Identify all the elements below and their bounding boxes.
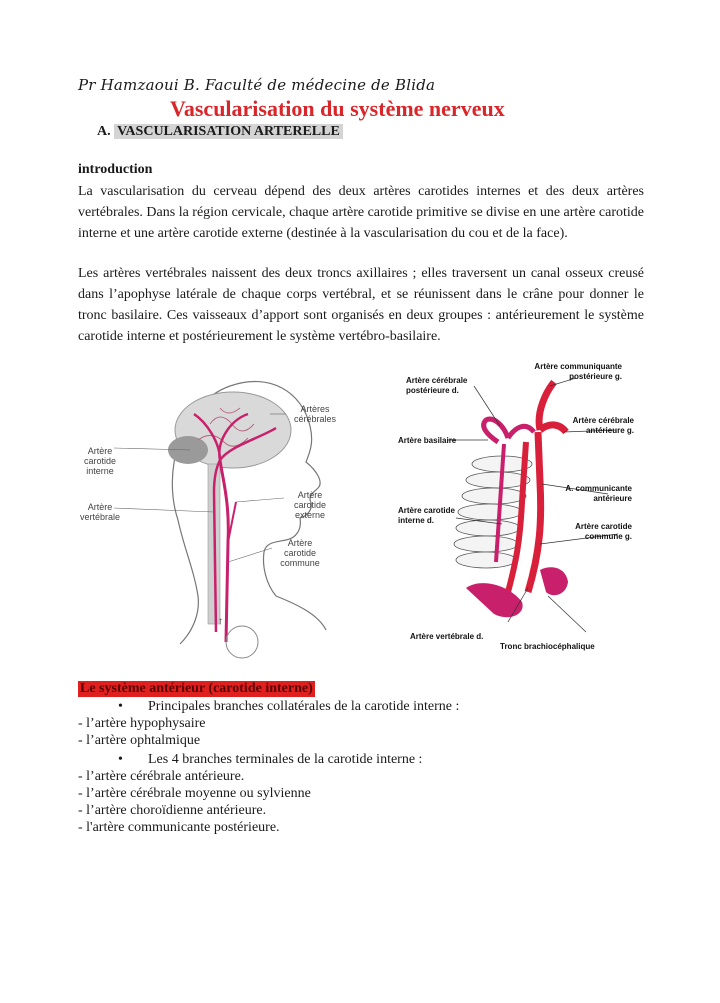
- label-tronc-brachiocephalique: Tronc brachiocéphalique: [500, 642, 595, 651]
- label-carotide-interne-left: Artère carotide interne: [83, 446, 117, 476]
- page-title: Vascularisation du système nerveux: [170, 96, 505, 121]
- bullet-dot: •: [118, 752, 123, 767]
- label-communicante-posterieure: Artère communiquante postérieure g.: [534, 362, 622, 381]
- label-vertebrale-right: Artère vertébrale d.: [410, 632, 484, 641]
- section-label: VASCULARISATION ARTERELLE: [114, 124, 343, 139]
- label-cerebrale-anterieure: Artère cérébrale antérieure g.: [572, 416, 634, 435]
- intro-heading: introduction: [78, 162, 153, 177]
- list-item: - l’artère cérébrale moyenne ou sylvienne: [78, 786, 311, 801]
- list-item: - l'artère communicante postérieure.: [78, 820, 280, 835]
- intro-paragraph-1: La vascularisation du cerveau dépend des deux artères carotides internes et des deux artères vertébrales. Dans la région cervicale, chaque artère carotide primitive se divise en une artère carotide interne et une artère carotide externe (destinée à la vascularisation du cou et de la face).: [78, 184, 644, 241]
- bullet-terminales: Les 4 branches terminales de la carotide interne :: [148, 752, 423, 767]
- label-vertebrale-left: Artère vertébrale: [80, 502, 121, 522]
- bullet-collaterales: Principales branches collatérales de la carotide interne :: [148, 699, 460, 714]
- svg-text:↑: ↑: [218, 616, 223, 627]
- list-item: - l’artère hypophysaire: [78, 716, 206, 731]
- label-cerebrale-posterieure: Artère cérébrale postérieure d.: [406, 376, 468, 395]
- label-carotide-interne-right: Artère carotide interne d.: [398, 506, 455, 525]
- label-arteres-cerebrales: Artères cérébrales: [293, 404, 337, 424]
- section-heading-a: [97, 124, 343, 140]
- label-carotide-commune-left: Artère carotide commune: [280, 538, 320, 568]
- vascular-figure: [70, 352, 650, 662]
- intro-paragraph-2: Les artères vertébrales naissent des deux troncs axillaires ; elles traversent un canal osseux creusé dans l’apophyse latérale de chaque corps vertébral, et se réunissent dans le crâne pour donner le tronc basilaire. Ces vaisseaux d’apport sont organisés en deux groupes : antérieurement le système carotide interne et postérieurement le système vertébro-basilaire.: [78, 266, 644, 344]
- bullet-dot: •: [118, 699, 123, 714]
- label-communicante-anterieure: A. communicante antérieure: [565, 484, 632, 503]
- section-letter: A.: [97, 124, 111, 139]
- label-carotide-externe-left: Artère carotide externe: [293, 490, 327, 520]
- systeme-anterieur-heading: Le système antérieur (carotide interne): [80, 681, 313, 696]
- label-carotide-commune-right: Artère carotide commune g.: [575, 522, 632, 541]
- author-line: Pr Hamzaoui B. Faculté de médecine de Blida: [78, 76, 436, 94]
- list-item: - l’artère choroïdienne antérieure.: [78, 803, 267, 818]
- list-item: - l’artère ophtalmique: [78, 733, 201, 748]
- list-item: - l’artère cérébrale antérieure.: [78, 769, 245, 784]
- label-basilaire: Artère basilaire: [398, 436, 457, 445]
